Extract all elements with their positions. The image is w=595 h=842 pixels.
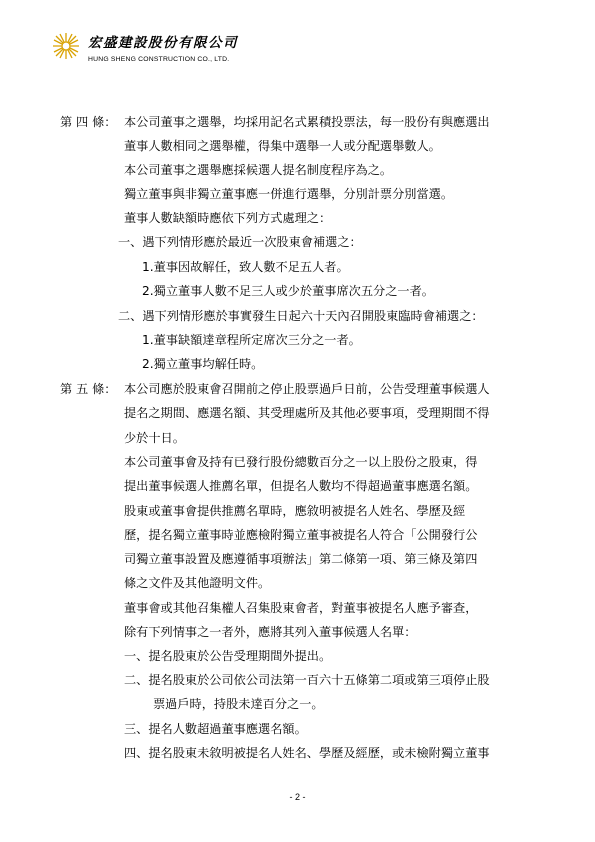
article-4-line-5: 董事人數缺額時應依下列方式處理之： bbox=[124, 211, 332, 225]
article-4-subitem-1-1: 1.董事因故解任，致人數不足五人者。 bbox=[142, 260, 349, 274]
article-5-item-3: 三、提名人數超過董事應選名額。 bbox=[124, 722, 307, 736]
article-5-line-5: 提出董事候選人推薦名單，但提名人數均不得超過董事應選名額。 bbox=[124, 479, 478, 493]
article-5-line-8: 司獨立董事設置及應遵循事項辦法」第二條第一項、第三條及第四 bbox=[124, 552, 478, 566]
article-5-line-2: 提名之期間、應選名額、其受理處所及其他必要事項，受理期間不得 bbox=[124, 406, 490, 420]
article-4-label: 第 四 條： bbox=[60, 115, 117, 129]
article-5-item-4: 四、提名股東未敘明被提名人姓名、學歷及經歷，或未檢附獨立董事 bbox=[124, 746, 490, 760]
company-name-en: HUNG SHENG CONSTRUCTION CO., LTD. bbox=[88, 56, 230, 63]
article-5-line-1: 本公司應於股東會召開前之停止股票過戶日前，公告受理董事候選人 bbox=[124, 382, 490, 396]
article-4-subitem-1-2: 2.獨立董事人數不足三人或少於董事席次五分之一者。 bbox=[142, 284, 434, 298]
article-4-line-1: 本公司董事之選舉，均採用記名式累積投票法，每一股份有與應選出 bbox=[124, 115, 490, 129]
article-5-line-4: 本公司董事會及持有已發行股份總數百分之一以上股份之股東，得 bbox=[124, 455, 478, 469]
company-name: 宏盛建設股份有限公司 bbox=[88, 35, 238, 51]
article-5-line-3: 少於十日。 bbox=[124, 431, 185, 445]
article-5-line-11: 除有下列情事之一者外，應將其列入董事候選人名單： bbox=[124, 625, 417, 639]
article-5-line-6: 股東或董事會提供推薦名單時，應敘明被提名人姓名、學歷及經 bbox=[124, 504, 466, 518]
article-4-item-1: 一、遇下列情形應於最近一次股東會補選之： bbox=[118, 235, 362, 249]
article-4-subitem-2-1: 1.董事缺額達章程所定席次三分之一者。 bbox=[142, 333, 361, 347]
article-5-label: 第 五 條： bbox=[60, 382, 117, 396]
article-5-item-2-cont: 票過戶時，持股未達百分之一。 bbox=[153, 697, 324, 711]
article-4-line-3: 本公司董事之選舉應採候選人提名制度程序為之。 bbox=[124, 163, 393, 177]
article-5-line-9: 條之文件及其他證明文件。 bbox=[124, 576, 271, 590]
article-4-line-2: 董事人數相同之選舉權，得集中選舉一人或分配選舉數人。 bbox=[124, 139, 441, 153]
article-5-line-10: 董事會或其他召集權人召集股東會者，對董事被提名人應予審查， bbox=[124, 601, 478, 615]
article-4-subitem-2-2: 2.獨立董事均解任時。 bbox=[142, 357, 264, 371]
page-number: - 2 - bbox=[289, 792, 306, 802]
sunburst-logo-icon bbox=[52, 32, 80, 60]
article-5-line-7: 歷，提名獨立董事時並應檢附獨立董事被提名人符合「公開發行公 bbox=[124, 528, 478, 542]
article-5-item-1: 一、提名股東於公告受理期間外提出。 bbox=[124, 649, 332, 663]
article-4-line-4: 獨立董事與非獨立董事應一併進行選舉，分別計票分別當選。 bbox=[124, 187, 454, 201]
article-5-item-2: 二、提名股東於公司依公司法第一百六十五條第二項或第三項停止股 bbox=[124, 673, 490, 687]
article-4-item-2: 二、遇下列情形應於事實發生日起六十天內召開股東臨時會補選之： bbox=[118, 309, 484, 323]
